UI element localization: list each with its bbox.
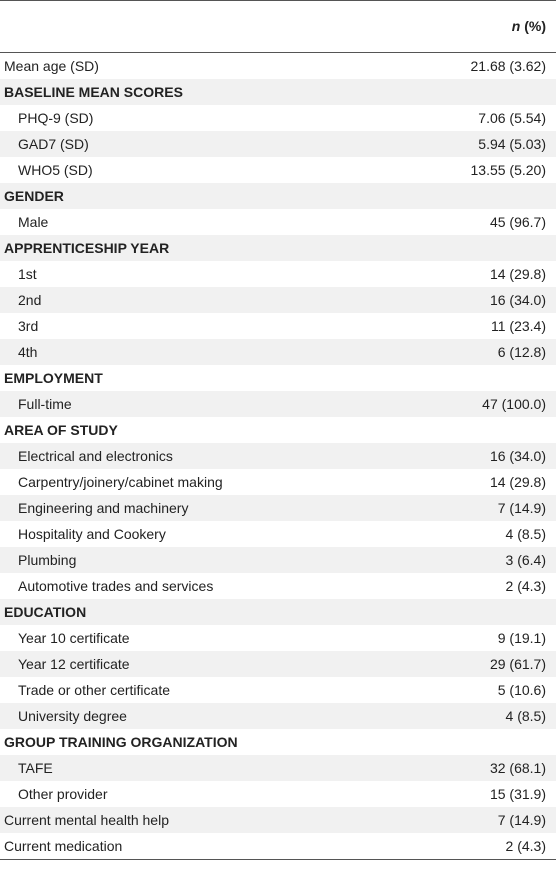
row-value: 32 (68.1) [420,755,556,781]
row-label: Current mental health help [0,807,420,833]
table-row [0,807,556,833]
header-percent-label: (%) [520,18,546,34]
row-label: 4th [0,339,420,365]
header-value-cell [420,1,556,53]
section-title: BASELINE MEAN SCORES [0,79,420,105]
row-value: 14 (29.8) [420,469,556,495]
row-value [420,417,556,443]
table-row [0,833,556,860]
row-value: 5.94 (5.03) [420,131,556,157]
row-value: 5 (10.6) [420,677,556,703]
row-label: WHO5 (SD) [0,157,420,183]
header-label-cell [0,1,420,53]
section-header-row [0,183,556,209]
row-label: 3rd [0,313,420,339]
table-header [0,1,556,53]
row-label: University degree [0,703,420,729]
table-row [0,313,556,339]
header-row [0,1,556,53]
row-value: 7 (14.9) [420,807,556,833]
row-value: 7.06 (5.54) [420,105,556,131]
row-label: Plumbing [0,547,420,573]
table-row [0,339,556,365]
section-title: APPRENTICESHIP YEAR [0,235,420,261]
row-label: 1st [0,261,420,287]
section-header-row [0,235,556,261]
table-row [0,131,556,157]
row-value [420,183,556,209]
table-row [0,287,556,313]
section-header-row [0,365,556,391]
table-row [0,105,556,131]
section-header-row [0,79,556,105]
section-title: EMPLOYMENT [0,365,420,391]
row-value: 47 (100.0) [420,391,556,417]
row-label: 2nd [0,287,420,313]
row-value: 15 (31.9) [420,781,556,807]
row-value: 2 (4.3) [420,573,556,599]
row-label: Automotive trades and services [0,573,420,599]
row-value: 2 (4.3) [420,833,556,860]
section-header-row [0,599,556,625]
table-row [0,469,556,495]
row-value [420,599,556,625]
row-value: 29 (61.7) [420,651,556,677]
row-value: 11 (23.4) [420,313,556,339]
section-title: AREA OF STUDY [0,417,420,443]
row-label: Year 12 certificate [0,651,420,677]
table-row [0,495,556,521]
table-row [0,625,556,651]
row-value: 9 (19.1) [420,625,556,651]
row-value [420,365,556,391]
row-value [420,235,556,261]
row-value: 16 (34.0) [420,287,556,313]
table-row [0,261,556,287]
row-label: Current medication [0,833,420,860]
table-row [0,547,556,573]
table-row [0,157,556,183]
table-row [0,521,556,547]
table-row [0,391,556,417]
row-label: Mean age (SD) [0,53,420,80]
header-n-symbol: n [511,18,521,34]
row-value [420,729,556,755]
row-value: 13.55 (5.20) [420,157,556,183]
row-label: Engineering and machinery [0,495,420,521]
row-value: 45 (96.7) [420,209,556,235]
row-label: Hospitality and Cookery [0,521,420,547]
table-row [0,443,556,469]
row-value: 16 (34.0) [420,443,556,469]
row-value: 21.68 (3.62) [420,53,556,80]
table-row [0,781,556,807]
table-row [0,573,556,599]
table-row [0,755,556,781]
row-label: GAD7 (SD) [0,131,420,157]
table-row [0,651,556,677]
table-row [0,53,556,80]
row-label: Other provider [0,781,420,807]
row-label: Full-time [0,391,420,417]
row-value: 14 (29.8) [420,261,556,287]
row-label: Trade or other certificate [0,677,420,703]
section-title: GROUP TRAINING ORGANIZATION [0,729,420,755]
row-label: Year 10 certificate [0,625,420,651]
table-row [0,677,556,703]
row-value: 3 (6.4) [420,547,556,573]
table-body [0,53,556,860]
row-value: 4 (8.5) [420,521,556,547]
row-value: 7 (14.9) [420,495,556,521]
table-row [0,703,556,729]
section-header-row [0,417,556,443]
section-header-row [0,729,556,755]
table-row [0,209,556,235]
row-label: Carpentry/joinery/cabinet making [0,469,420,495]
row-value [420,79,556,105]
row-label: Electrical and electronics [0,443,420,469]
row-label: PHQ-9 (SD) [0,105,420,131]
row-label: Male [0,209,420,235]
section-title: GENDER [0,183,420,209]
row-label: TAFE [0,755,420,781]
row-value: 4 (8.5) [420,703,556,729]
section-title: EDUCATION [0,599,420,625]
row-value: 6 (12.8) [420,339,556,365]
